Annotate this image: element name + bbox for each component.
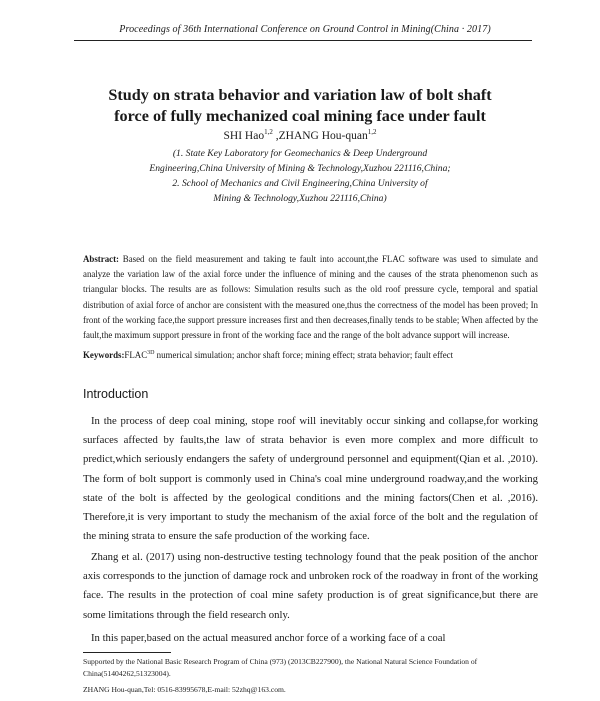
- body-paragraph: In the process of deep coal mining, stope roof will inevitably occur sinking and collapse,for working surfaces affected by faults,the law of strata behavior is even more complex and more difficult to predict,which seriously endangers the safety of underground personnel and equipment(Qian et al. ,2010). The form of bolt support is commonly used in China's coal mine underground roadway,and the working state of the bolt is affected by the geological conditions and the mining factors(Chen et al. ,2016). Therefore,it is very important to study the mechanism of the axial force of the bolt and the regulation of the mining strata to ensure the safe production of the working face.: [83, 415, 538, 543]
- header-rule: [74, 40, 532, 41]
- author-affil-mark: 1,2: [367, 128, 377, 136]
- running-header: Proceedings of 36th International Conference on Ground Control in Mining(China · 2017): [119, 24, 491, 35]
- keyword-flac: FLAC: [124, 349, 148, 360]
- footnote-contact: ZHANG Hou-quan,Tel: 0516-83995678,E-mail: 52zhq@163.com.: [83, 685, 286, 694]
- keyword-flac-superscript: 3D: [147, 350, 155, 356]
- abstract-text: Based on the field measurement and taking te fault into account,the FLAC software was used to simulate and analyze the variation law of the axial force under the influence of mining and the causes of the strata phenomenon such as triangular blocks. The results are as follows: Simulation results such as the old roof pressure cycle, temporal and spatial distribution of axial force of anchor are consistent with the measured one,thus the correctness of the model has been proved; In front of the working face,the support pressure increases first and then decreases,finally tends to be stable; When affected by the fault,the maximum support pressure in front of the working face and the range of the bolt advance support will increase.: [83, 254, 538, 341]
- abstract: [83, 252, 538, 343]
- abstract-label: Abstract:: [83, 254, 119, 264]
- keywords: [83, 347, 538, 362]
- affiliation-line: 2. School of Mechanics and Civil Engineering,China University of: [172, 178, 428, 189]
- affiliation-line: Engineering,China University of Mining & Technology,Xuzhou 221116,China;: [149, 163, 451, 174]
- section-heading: Introduction: [83, 387, 149, 401]
- affiliation-line: Mining & Technology,Xuzhou 221116,China): [213, 193, 387, 204]
- author-line: [60, 128, 540, 142]
- keywords-text: numerical simulation; anchor shaft force; mining effect; strata behavior; fault effect: [154, 349, 454, 360]
- author-name: ZHANG Hou-quan: [278, 129, 368, 142]
- paper-title-line-1: Study on strata behavior and variation law of bolt shaft: [108, 86, 492, 104]
- body-paragraph: Zhang et al. (2017) using non-destructive testing technology found that the peak position of the anchor axis corresponds to the junction of damage rock and unbroken rock of the roadway in front of the working face. The results in the protection of coal mine safety production is of great significance,but there are some limitations through the field research only.: [83, 551, 538, 621]
- author-separator: ,: [272, 129, 279, 142]
- author-name: SHI Hao: [223, 129, 265, 142]
- footnote-funding: Supported by the National Basic Research Program of China (973) (2013CB227900), the National Natural Science Foundation of China(51404262,51323004).: [83, 657, 478, 678]
- affiliation-line: (1. State Key Laboratory for Geomechanics & Deep Underground: [172, 148, 428, 159]
- paper-title-line-2: force of fully mechanized coal mining face under fault: [114, 107, 486, 125]
- author-affil-mark: 1,2: [264, 128, 273, 136]
- keywords-label: Keywords:: [83, 349, 125, 360]
- body-paragraph: In this paper,based on the actual measured anchor force of a working face of a coal: [91, 632, 446, 644]
- footnote-rule: [83, 652, 171, 653]
